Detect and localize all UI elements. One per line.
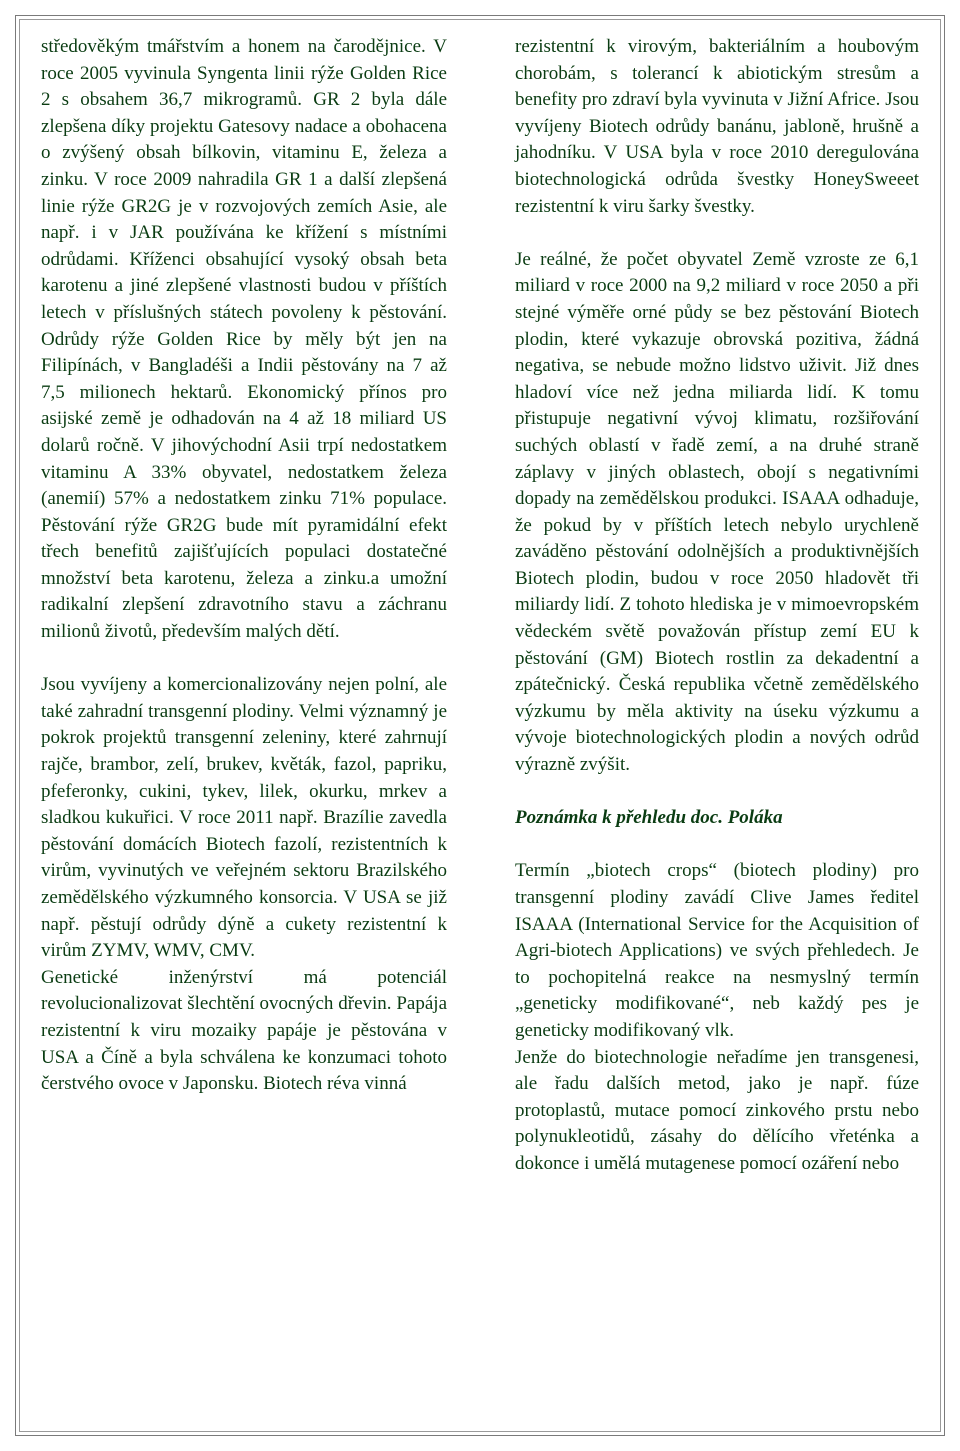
note-heading: Poznámka k přehledu doc. Poláka bbox=[515, 807, 783, 829]
left-paragraph-horticultural-crops: Jsou vyvíjeny a komercionalizovány nejen polní, ale také zahradní transgenní plodiny. Velmi významný je pokrok projektů transgenní zeleniny, které zahrnují rajče, brambor, zelí, brukev, květák, fazol, papriku, pfeferonky, cukini, tykev, lilek, okurku, mrkev a sladkou kukuřici. V roce 2011 např. Brazílie zavedla pěstování domácích Biotech fazolí, rezistentních k virům, vyvinutých ve veřejném sektoru Brazilského zemědělského výzkumného konsorcia. V USA se již např. pěstují odrůdy dýně a cukety rezistentní k virům ZYMV, WMV, CMV. bbox=[41, 674, 447, 962]
left-paragraph-fruit-trees: Genetické inženýrství má potenciál revolucionalizovat šlechtění ovocných dřevin. Papája rezistentní k viru mozaiky papáje je pěstována v USA a Číně a byla schválena ke konzumaci tohoto čerstvého ovoce v Japonsku. Biotech réva vinná bbox=[41, 966, 447, 1095]
right-column bbox=[515, 34, 919, 1178]
right-paragraph-grapevine: rezistentní k virovým, bakteriálním a houbovým chorobám, s tolerancí k abiotickým stresům a benefity pro zdraví byla vyvinuta v Jižní Africe. Jsou vyvíjeny Biotech odrůdy banánu, jabloně, hrušně a jahodníku. V USA byla v roce 2010 deregulována biotechnologická odrůda švestky HoneySweeet rezistentní k viru šarky švestky. bbox=[515, 36, 919, 217]
paragraph-gap bbox=[41, 646, 447, 673]
left-paragraph-golden-rice: středověkým tmářstvím a honem na čarodějnice. V roce 2005 vyvinula Syngenta linii rýže Golden Rice 2 s obsahem 36,7 mikrogramů. GR 2 byla dále zlepšena díky projektu Gatesovy nadace a obohacena o zvýšený obsah bílkovin, vitaminu E, železa a zinku. V roce 2009 nahradila GR 1 a další zlepšená linie rýže GR2G je v rozvojových zemích Asie, ale např. i v JAR používána ke křížení s místními odrůdami. Kříženci obsahující vysoký obsah beta karotenu a jiné zlepšené vlastnosti budou v příštích letech v příslušných státech povoleny k pěstování. Odrůdy rýže Golden Rice by měly být jen na Filipínách, v Bangladéši a Indii pěstovány na 7 až 7,5 milionech hektarů. Ekonomický přínos pro asijské země je odhadován na 4 až 18 miliard US dolarů ročně. V jihovýchodní Asii trpí nedostatkem vitaminu A 33% obyvatel, nedostatkem železa (anemií) 57% a nedostatkem zinku 71% populace. Pěstování rýže GR2G bude mít pyramidální efekt třech benefitů zajišťujících populaci dostatečné množství beta karotenu, železa a zinku.a umožní radikalní zlepšení zdravotního stavu a záchranu milionů životů, především malých dětí. bbox=[41, 36, 447, 643]
paragraph-gap bbox=[515, 779, 919, 806]
right-paragraph-population: Je reálné, že počet obyvatel Země vzroste ze 6,1 miliard v roce 2000 na 9,2 miliard v roce 2050 a při stejné výměře orné půdy se bez pěstování Biotech plodin, které vykazuje obrovská pozitiva, žádná negativa, se nebude možno lidstvo uživit. Již dnes hladoví více než jedna miliarda lidí. K tomu přistupuje negativní vývoj klimatu, rozšiřování suchých oblastí v řadě zemí, a na druhé straně záplavy v jiných oblastech, obojí s negativními dopady na zemědělskou produkci. ISAAA odhaduje, že pokud by v příštích letech nebylo urychleně zaváděno pěstování odolnějších a produktivnějších Biotech plodin, budou v roce 2050 hladovět tři miliardy lidí. Z tohoto hlediska je v mimoevropském vědeckém světě považován přístup zemí EU k pěstování (GM) Biotech rostlin za dekadentní a zpátečnický. Česká republika včetně zemědělského výzkumu by měla aktivity na úseku výzkumu a vývoje biotechnologických plodin a nových odrůd výrazně zvýšit. bbox=[515, 248, 919, 776]
left-column bbox=[41, 34, 447, 1098]
right-paragraph-biotech-crops-term: Termín „biotech crops“ (biotech plodiny) pro transgenní plodiny zavádí Clive James ředitel ISAAA (International Service for the Acquisition of Agri-biotech Applications) ve svých přehledech. Je to pochopitelná reakce na nesmyslný termín „geneticky modifikované“, neb každý pes je geneticky modifikovaný vlk. bbox=[515, 860, 919, 1041]
paragraph-gap bbox=[515, 220, 919, 247]
right-paragraph-methods: Jenže do biotechnologie neřadíme jen transgenesi, ale řadu dalších metod, jako je např. fúze protoplastů, mutace pomocí zinkového prstu nebo polynukleotidů, zásahy do dělícího vřeténka a dokonce i umělá mutagenese pomocí ozáření nebo bbox=[515, 1046, 919, 1174]
paragraph-gap bbox=[515, 832, 919, 859]
